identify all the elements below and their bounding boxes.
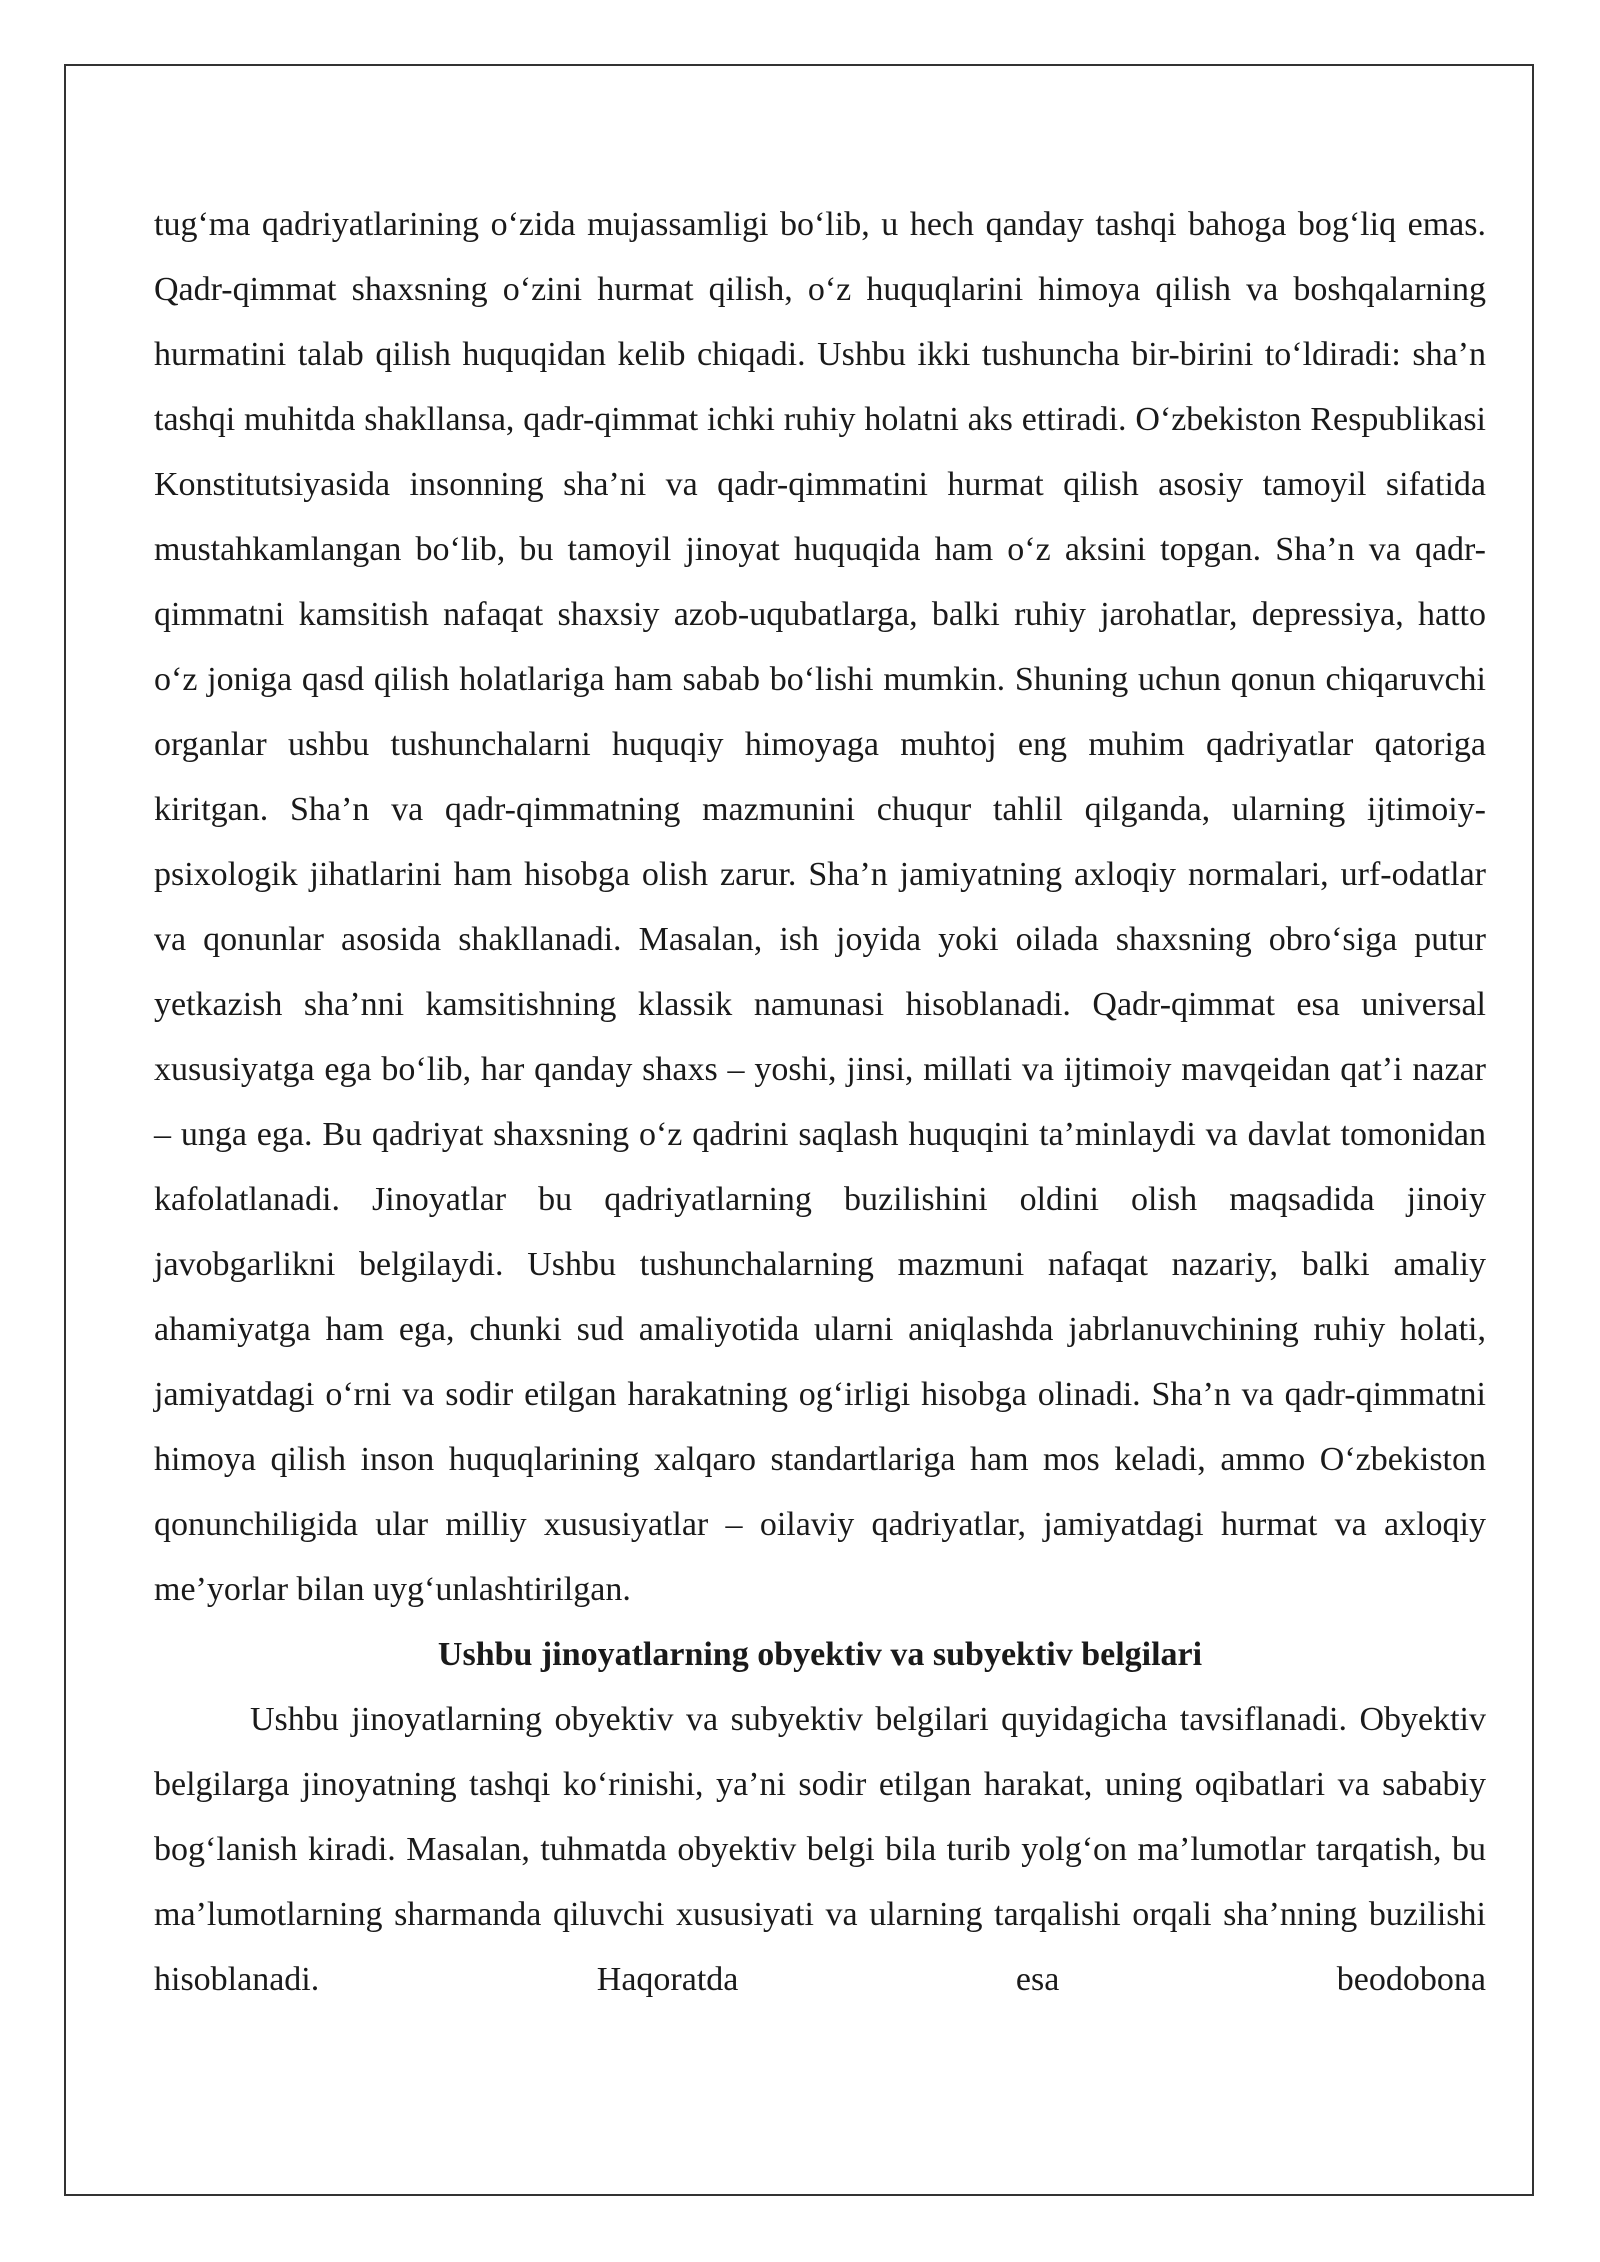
- body-paragraph: Ushbu jinoyatlarning obyektiv va subyektiv belgilari quyidagicha tavsiflanadi. Obyektiv belgilarga jinoyatning tashqi ko‘rinishi, ya’ni sodir etilgan harakat, uning oqibatlari va sababiy bog‘lanish kiradi. Masalan, tuhmatda obyektiv belgi bila turib yolg‘on ma’lumotlar tarqatish, bu ma’lumotlarning sharmanda qiluvchi xususiyati va ularning tarqalishi orqali sha’nning buzilishi hisoblanadi. Haqoratda esa beodobona: [154, 1701, 1486, 1998]
- body-paragraph: tug‘ma qadriyatlarining o‘zida mujassamligi bo‘lib, u hech qanday tashqi bahoga bog‘liq emas. Qadr-qimmat shaxsning o‘zini hurmat qilish, o‘z huquqlarini himoya qilish va boshqalarning hurmatini talab qilish huquqidan kelib chiqadi. Ushbu ikki tushuncha bir-birini to‘ldiradi: sha’n tashqi muhitda shakllansa, qadr-qimmat ichki ruhiy holatni aks ettiradi. O‘zbekiston Respublikasi Konstitutsiyasida insonning sha’ni va qadr-qimmatini hurmat qilish asosiy tamoyil sifatida mustahkamlangan bo‘lib, bu tamoyil jinoyat huquqida ham o‘z aksini topgan. Sha’n va qadr-qimmatni kamsitish nafaqat shaxsiy azob-uqubatlarga, balki ruhiy jarohatlar, depressiya, hatto o‘z joniga qasd qilish holatlariga ham sabab bo‘lishi mumkin. Shuning uchun qonun chiqaruvchi organlar ushbu tushunchalarni huquqiy himoyaga muhtoj eng muhim qadriyatlar qatoriga kiritgan. Sha’n va qadr-qimmatning mazmunini chuqur tahlil qilganda, ularning ijtimoiy-psixologik jihatlarini ham hisobga olish zarur. Sha’n jamiyatning axloqiy normalari, urf-odatlar va qonunlar asosida shakllanadi. Masalan, ish joyida yoki oilada shaxsning obro‘siga putur yetkazish sha’nni kamsitishning klassik namunasi hisoblanadi. Qadr-qimmat esa universal xususiyatga ega bo‘lib, har qanday shaxs – yoshi, jinsi, millati va ijtimoiy mavqeidan qat’i nazar – unga ega. Bu qadriyat shaxsning o‘z qadrini saqlash huquqini ta’minlaydi va davlat tomonidan kafolatlanadi. Jinoyatlar bu qadriyatlarning buzilishini oldini olish maqsadida jinoiy javobgarlikni belgilaydi. Ushbu tushunchalarning mazmuni nafaqat nazariy, balki amaliy ahamiyatga ham ega, chunki sud amaliyotida ularni aniqlashda jabrlanuvchining ruhiy holati, jamiyatdagi o‘rni va sodir etilgan harakatning og‘irligi hisobga olinadi. Sha’n va qadr-qimmatni himoya qilish inson huquqlarining xalqaro standartlariga ham mos keladi, ammo O‘zbekiston qonunchiligida ular milliy xususiyatlar – oilaviy qadriyatlar, jamiyatdagi hurmat va axloqiy me’yorlar bilan uyg‘unlashtirilgan.: [154, 206, 1486, 1608]
- section-heading: Ushbu jinoyatlarning obyektiv va subyektiv belgilari: [437, 1636, 1203, 1673]
- page-frame: [64, 64, 1534, 2196]
- page-content: [154, 192, 1486, 2012]
